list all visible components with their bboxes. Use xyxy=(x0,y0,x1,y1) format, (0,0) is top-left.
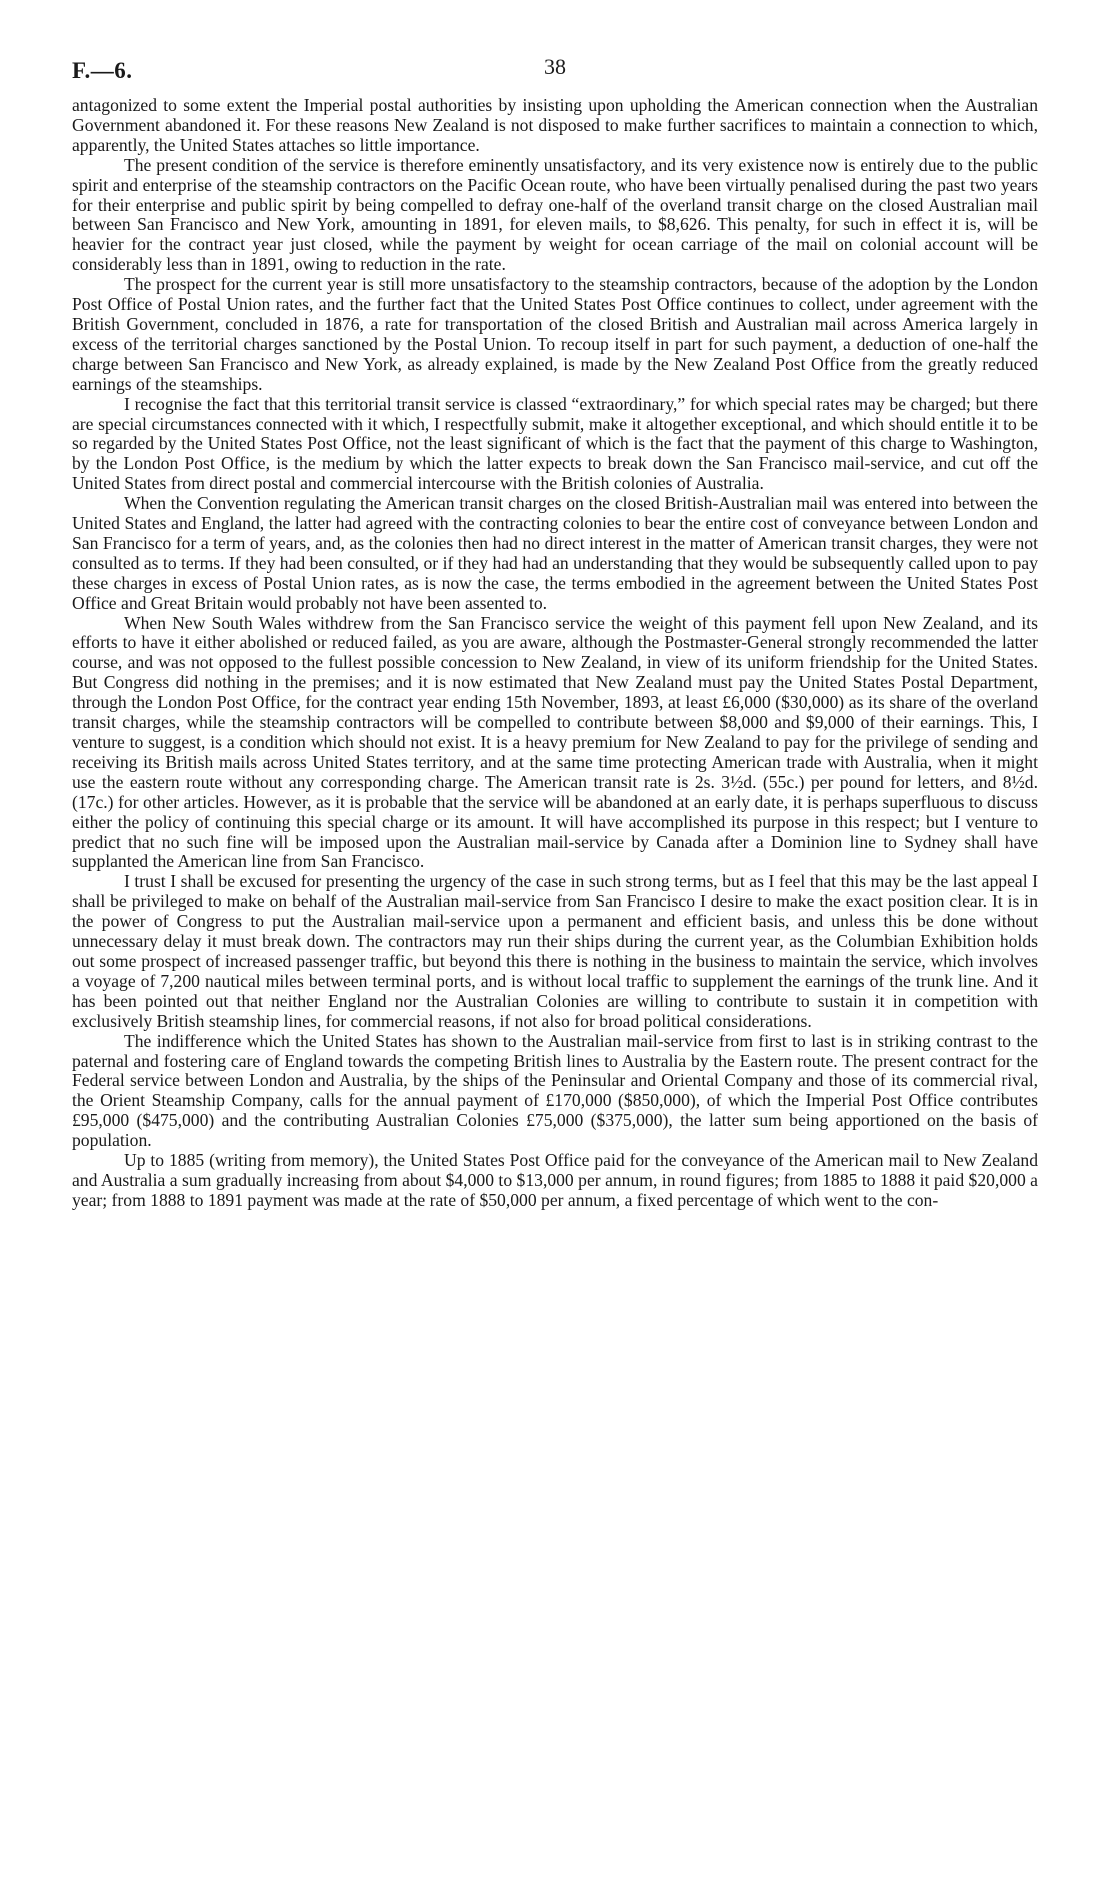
paragraph-3: The prospect for the current year is still more unsatisfactory to the steamship contractors, because of the adoption by the London Post Office of Postal Union rates, and the further fact that the United States Post Office continues to collect, under agreement with the British Government, concluded in 1876, a rate for transportation of the closed British and Australian mail across America largely in excess of the territorial charges sanctioned by the Postal Union. To recoup itself in part for such payment, a deduction of one-half the charge between San Francisco and New York, as already explained, is made by the New Zealand Post Office from the greatly reduced earnings of the steamships. xyxy=(72,274,1038,394)
paragraph-5: When the Convention regulating the American transit charges on the closed British-Australian mail was entered into between the United States and England, the latter had agreed with the contracting colonies to bear the entire cost of conveyance between London and San Francisco for a term of years, and, as the colonies then had no direct interest in the matter of American transit charges, they were not consulted as to terms. If they had been consulted, or if they had had an understanding that they would be subsequently called upon to pay these charges in excess of Postal Union rates, as is now the case, the terms embodied in the agreement between the United States Post Office and Great Britain would probably not have been assented to. xyxy=(72,493,1038,613)
paragraph-8: The indifference which the United States has shown to the Australian mail-service from first to last is in striking contrast to the paternal and fostering care of England towards the competing British lines to Australia by the Eastern route. The present contract for the Federal service between London and Australia, by the ships of the Peninsular and Oriental Company and those of its commercial rival, the Orient Steamship Company, calls for the annual payment of £170,000 ($850,000), of which the Imperial Post Office contributes £95,000 ($475,000) and the contributing Australian Colonies £75,000 ($375,000), the latter sum being apportioned on the basis of population. xyxy=(72,1030,1038,1151)
body-text xyxy=(72,96,1038,1211)
paragraph-7: I trust I shall be excused for presenting the urgency of the case in such strong terms, but as I feel that this may be the last appeal I shall be privileged to make on behalf of the Australian mail-service from San Francisco I desire to make the exact position clear. It is in the power of Congress to put the Australian mail-service upon a permanent and efficient basis, and unless this be done without unnecessary delay it must break down. The contractors may run their ships during the current year, as the Columbian Exhibition holds out some prospect of increased passenger traffic, but beyond this there is nothing in the business to maintain the service, which involves a voyage of 7,200 nautical miles between terminal ports, and is without local traffic to supplement the earnings of the trunk line. And it has been pointed out that neither England nor the Australian Colonies are willing to contribute to sustain it in competition with exclusively British steamship lines, for commercial reasons, if not also for broad political considerations. xyxy=(72,871,1038,1031)
document-code: F.—6. xyxy=(72,58,133,83)
paragraph-6: When New South Wales withdrew from the San Francisco service the weight of this payment fell upon New Zealand, and its efforts to have it either abolished or reduced failed, as you are aware, although the Postmaster-General strongly recommended the latter course, and was not opposed to the fullest possible concession to New Zealand, in view of its uniform friendship for the United States. But Congress did nothing in the premises; and it is now estimated that New Zealand must pay the United States Postal Department, through the London Post Office, for the contract year ending 15th November, 1893, at least £6,000 ($30,000) as its share of the overland transit charges, while the steamship contractors will be compelled to contribute between $8,000 and $9,000 of their earnings. This, I venture to suggest, is a condition which should not exist. It is a heavy premium for New Zealand to pay for the privilege of sending and receiving its British mails across United States territory, and at the same time protecting American trade with Australia, when it might use the eastern route without any corresponding charge. The American transit rate is 2s. 3½d. (55c.) per pound for letters, and 8½d. (17c.) for other articles. However, as it is probable that the service will be abandoned at an early date, it is perhaps superfluous to discuss either the policy of continuing this special charge or its amount. It will have accomplished its purpose in this respect; but I venture to predict that no such fine will be imposed upon the Australian mail-service by Canada after a Dominion line to Sydney shall have supplanted the American line from San Francisco. xyxy=(72,612,1038,872)
paragraph-2: The present condition of the service is therefore eminently unsatisfactory, and its very existence now is entirely due to the public spirit and enterprise of the steamship contractors on the Pacific Ocean route, who have been virtually penalised during the past two years for their enterprise and public spirit by being compelled to defray one-half of the overland transit charge on the closed Australian mail between San Francisco and New York, amounting in 1891, for eleven mails, to $8,626. This penalty, for such in effect it is, will be heavier for the contract year just closed, while the payment by weight for ocean carriage of the mail on colonial account will be considerably less than in 1891, owing to reduction in the rate. xyxy=(72,154,1038,275)
page-header xyxy=(72,40,1038,88)
page-number: 38 xyxy=(544,54,566,79)
paragraph-9: Up to 1885 (writing from memory), the United States Post Office paid for the conveyance of the American mail to New Zealand and Australia a sum gradually increasing from about $4,000 to $13,000 per annum, in round figures; from 1885 to 1888 it paid $20,000 a year; from 1888 to 1891 payment was made at the rate of $50,000 per annum, a fixed percentage of which went to the con- xyxy=(72,1150,1038,1210)
paragraph-4: I recognise the fact that this territorial transit service is classed “extraordinary,” for which special rates may be charged; but there are special circumstances connected with it which, I respectfully submit, make it altogether exceptional, and which should entitle it to be so regarded by the United States Post Office, not the least significant of which is the fact that the payment of this charge to Washington, by the London Post Office, is the medium by which the latter expects to break down the San Francisco mail-service, and cut off the United States from direct postal and commercial intercourse with the British colonies of Australia. xyxy=(72,393,1038,494)
document-page xyxy=(72,40,1038,1211)
paragraph-1: antagonized to some extent the Imperial postal authorities by insisting upon upholding the American connection when the Australian Government abandoned it. For these reasons New Zealand is not disposed to make further sacrifices to maintain a connection to which, apparently, the United States attaches so little importance. xyxy=(72,95,1038,155)
